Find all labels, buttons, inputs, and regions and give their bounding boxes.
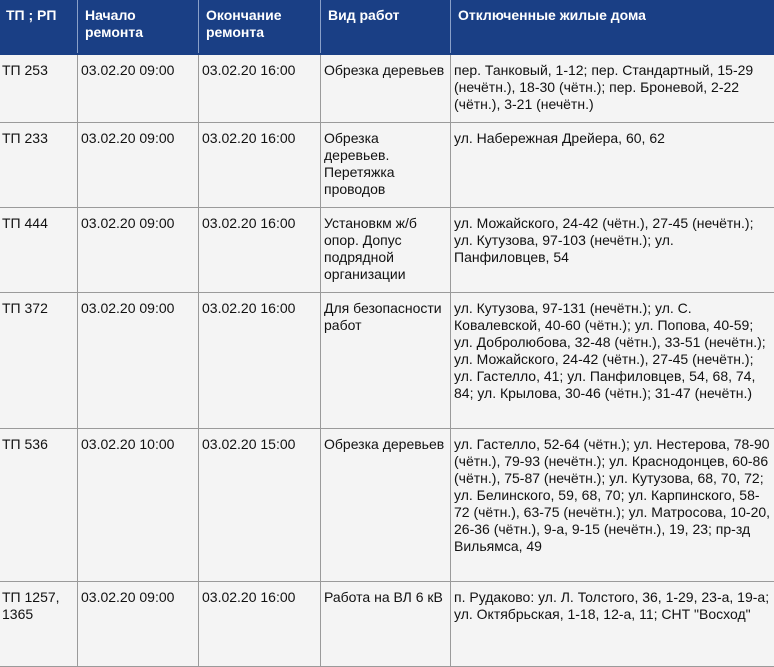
cell-tp: ТП 372 — [0, 293, 78, 429]
cell-tp: ТП 233 — [0, 123, 78, 208]
cell-houses: ул. Кутузова, 97-131 (нечётн.); ул. С. Ковалевской, 40-60 (чётн.); ул. Попова, 40-59; ул. Добролюбова, 32-48 (чётн.), 33-51 (нечётн.); ул. Можайского, 24-42 (чётн.), 27-45 (нечётн.); ул. Гастелло, 41; ул. Панфиловцев, 54, 68, 74, 84; ул. Крылова, 30-46 (чётн.); 31-47 (нечётн.) — [451, 293, 774, 429]
header-end: Окончание ремонта — [199, 0, 321, 54]
cell-work-type: Установкм ж/б опор. Допус подрядной организации — [321, 208, 451, 293]
table-header-row — [0, 0, 774, 54]
cell-tp: ТП 536 — [0, 429, 78, 582]
cell-tp: ТП 253 — [0, 54, 78, 123]
header-tp: ТП ; РП — [0, 0, 78, 54]
cell-houses: пер. Танковый, 1-12; пер. Стандартный, 15-29 (нечётн.), 18-30 (чётн.); пер. Броневой, 2-22 (чётн.), 3-21 (нечётн.) — [451, 54, 774, 123]
cell-start: 03.02.20 10:00 — [78, 429, 199, 582]
cell-houses: ул. Можайского, 24-42 (чётн.), 27-45 (нечётн.); ул. Кутузова, 97-103 (нечётн.); ул. Панфиловцев, 54 — [451, 208, 774, 293]
cell-start: 03.02.20 09:00 — [78, 293, 199, 429]
header-work-type: Вид работ — [321, 0, 451, 54]
cell-work-type: Обрезка деревьев. Перетяжка проводов — [321, 123, 451, 208]
table-row — [0, 293, 774, 429]
cell-start: 03.02.20 09:00 — [78, 123, 199, 208]
cell-end: 03.02.20 16:00 — [199, 582, 321, 667]
cell-end: 03.02.20 16:00 — [199, 293, 321, 429]
cell-work-type: Для безопасности работ — [321, 293, 451, 429]
cell-start: 03.02.20 09:00 — [78, 54, 199, 123]
cell-work-type: Работа на ВЛ 6 кВ — [321, 582, 451, 667]
table-row — [0, 582, 774, 667]
header-start: Начало ремонта — [78, 0, 199, 54]
cell-start: 03.02.20 09:00 — [78, 208, 199, 293]
cell-tp: ТП 1257, 1365 — [0, 582, 78, 667]
table-row — [0, 123, 774, 208]
header-houses: Отключенные жилые дома — [451, 0, 774, 54]
cell-start: 03.02.20 09:00 — [78, 582, 199, 667]
table-row — [0, 429, 774, 582]
cell-end: 03.02.20 16:00 — [199, 123, 321, 208]
table-row — [0, 54, 774, 123]
cell-tp: ТП 444 — [0, 208, 78, 293]
cell-end: 03.02.20 15:00 — [199, 429, 321, 582]
cell-houses: п. Рудаково: ул. Л. Толстого, 36, 1-29, 23-а, 19-а; ул. Октябрьская, 1-18, 12-а, 11; СНТ "Восход" — [451, 582, 774, 667]
cell-end: 03.02.20 16:00 — [199, 208, 321, 293]
cell-houses: ул. Набережная Дрейера, 60, 62 — [451, 123, 774, 208]
cell-work-type: Обрезка деревьев — [321, 429, 451, 582]
cell-end: 03.02.20 16:00 — [199, 54, 321, 123]
cell-work-type: Обрезка деревьев — [321, 54, 451, 123]
cell-houses: ул. Гастелло, 52-64 (чётн.); ул. Нестерова, 78-90 (чётн.), 79-93 (нечётн.); ул. Краснодонцев, 60-86 (чётн.), 75-87 (нечётн.); ул. Кутузова, 68, 70, 72; ул. Белинского, 59, 68, 70; ул. Карпинского, 58-72 (чётн.), 63-75 (нечётн.); ул. Матросова, 10-20, 26-36 (чётн.), 9-а, 9-15 (нечётн.), 19, 23; пр-зд Вильямса, 49 — [451, 429, 774, 582]
table-row — [0, 208, 774, 293]
